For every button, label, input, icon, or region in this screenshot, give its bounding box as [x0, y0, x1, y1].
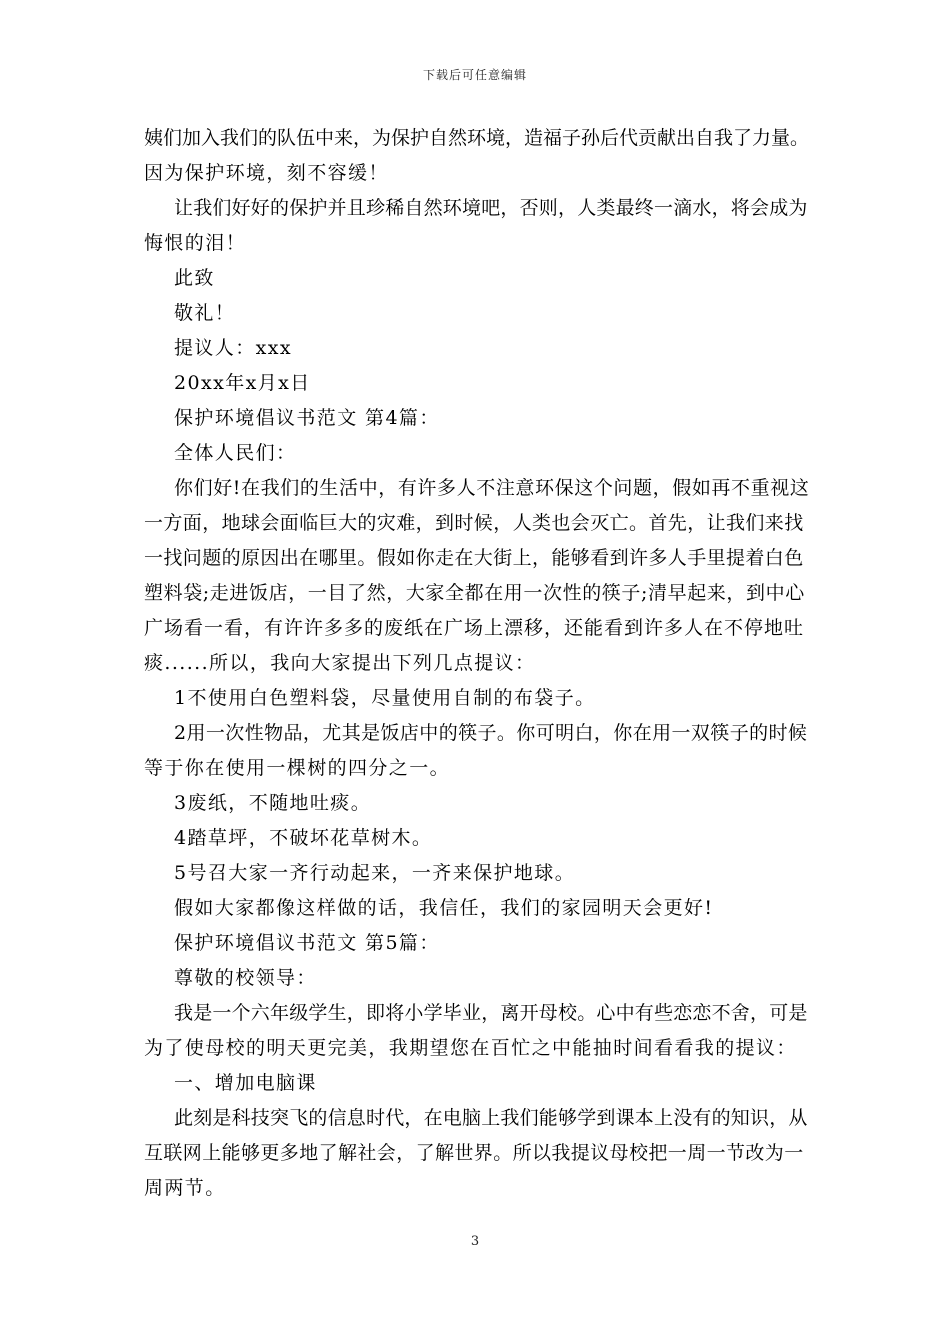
text-line: 让我们好好的保护并且珍稀自然环境吧，否则，人类最终一滴水，将会成为 — [174, 197, 808, 219]
text-line: 广场看一看，有许许多多的废纸在广场上漂移，还能看到许多人在不停地吐 — [144, 617, 805, 639]
text-line: 你们好!在我们的生活中，有许多人不注意环保这个问题，假如再不重视这 — [174, 477, 810, 499]
text-line: 为了使母校的明天更完美，我期望您在百忙之中能抽时间看看我的提议： — [144, 1037, 797, 1059]
text-line: 提议人：xxx — [174, 337, 292, 359]
text-line: 周两节。 — [144, 1177, 226, 1199]
text-line: 4踏草坪，不破坏花草树木。 — [174, 827, 433, 849]
text-line: 悔恨的泪！ — [144, 232, 247, 254]
text-line: 痰......所以，我向大家提出下列几点提议： — [144, 652, 536, 674]
text-line: 因为保护环境，刻不容缓！ — [144, 162, 389, 184]
text-line: 此致 — [174, 267, 215, 289]
text-line: 3废纸，不随地吐痰。 — [174, 792, 372, 814]
text-line: 2用一次性物品，尤其是饭店中的筷子。你可明白，你在用一双筷子的时候 — [174, 722, 808, 744]
page-header: 下载后可任意编辑 — [422, 68, 527, 82]
text-line: 20xx年x月x日 — [174, 372, 311, 394]
text-line: 保护环境倡议书范文 第4篇： — [174, 407, 440, 429]
text-line: 此刻是科技突飞的信息时代，在电脑上我们能够学到课本上没有的知识，从 — [174, 1107, 808, 1129]
text-line: 互联网上能够更多地了解社会，了解世界。所以我提议母校把一周一节改为一 — [144, 1142, 804, 1164]
text-line: 假如大家都像这样做的话，我信任，我们的家园明天会更好! — [174, 897, 714, 919]
document-body — [144, 121, 809, 1206]
page-number: 3 — [470, 1234, 480, 1249]
text-line: 我是一个六年级学生，即将小学毕业，离开母校。心中有些恋恋不舍，可是 — [174, 1002, 808, 1024]
text-line: 全体人民们： — [174, 442, 297, 464]
text-line: 姨们加入我们的队伍中来，为保护自然环境，造福子孙后代贡献出自我了力量。 — [144, 127, 810, 149]
text-line: 塑料袋;走进饭店，一目了然，大家全都在用一次性的筷子;清早起来，到中心 — [144, 582, 805, 604]
text-line: 等于你在使用一棵树的四分之一。 — [144, 757, 451, 779]
text-line: 保护环境倡议书范文 第5篇： — [174, 932, 440, 954]
text-line: 一方面，地球会面临巨大的灾难，到时候，人类也会灭亡。首先，让我们来找 — [144, 512, 804, 534]
text-line: 敬礼！ — [174, 302, 236, 324]
text-line: 尊敬的校领导： — [174, 967, 317, 989]
text-line: 5号召大家一齐行动起来，一齐来保护地球。 — [174, 862, 576, 884]
text-line: 一、增加电脑课 — [174, 1072, 317, 1094]
text-line: 1不使用白色塑料袋，尽量使用自制的布袋子。 — [174, 687, 596, 709]
text-line: 一找问题的原因出在哪里。假如你走在大街上，能够看到许多人手里提着白色 — [144, 547, 804, 569]
